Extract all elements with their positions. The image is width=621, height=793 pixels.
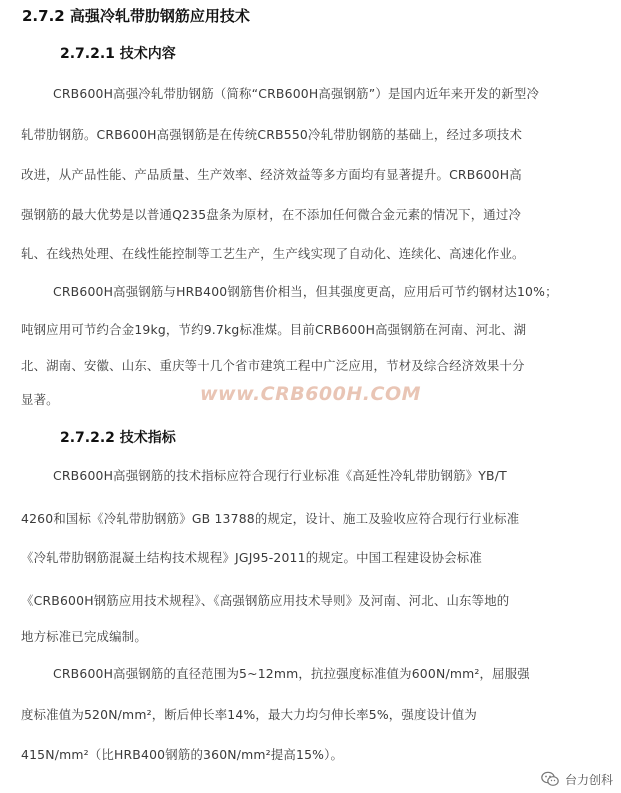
text-line: CRB600H高强钢筋与HRB400钢筋售价相当，但其强度更高，应用后可节约钢材达10%； bbox=[53, 284, 558, 299]
text-line: 强钢筋的最大优势是以普通Q235盘条为原材，在不添加任何微合金元素的情况下，通过冷 bbox=[21, 207, 522, 222]
brand-name: 台力创科 bbox=[564, 772, 613, 787]
text-line: 显著。 bbox=[21, 392, 59, 407]
text-line: 北、湖南、安徽、山东、重庆等十几个省市建筑工程中广泛应用，节材及综合经济效果十分 bbox=[21, 358, 525, 373]
text-line: 地方标准已完成编制。 bbox=[21, 629, 147, 644]
wechat-icon bbox=[541, 771, 559, 787]
text-line: 度标准值为520N/mm²，断后伸长率14%，最大力均匀伸长率5%，强度设计值为 bbox=[21, 707, 477, 722]
text-line: CRB600H高强冷轧带肋钢筋（简称“CRB600H高强钢筋”）是国内近年来开发的新型冷 bbox=[53, 86, 540, 101]
site-watermark: www.CRB600H.COM bbox=[200, 383, 421, 405]
text-line: 4260和国标《冷轧带肋钢筋》GB 13788的规定，设计、施工及验收应符合现行行业标准 bbox=[21, 511, 520, 526]
subsection-heading-2-7-2-2: 2.7.2.2 技术指标 bbox=[60, 430, 176, 446]
text-line: 轧、在线热处理、在线性能控制等工艺生产，生产线实现了自动化、连续化、高速化作业。 bbox=[21, 246, 525, 261]
text-line: 改进，从产品性能、产品质量、生产效率、经济效益等多方面均有显著提升。CRB600H高 bbox=[21, 167, 522, 182]
subsection-heading-2-7-2-1: 2.7.2.1 技术内容 bbox=[60, 46, 176, 62]
section-heading-2-7-2: 2.7.2 高强冷轧带肋钢筋应用技术 bbox=[22, 7, 250, 25]
brand-footer bbox=[541, 769, 613, 789]
text-line: CRB600H高强钢筋的直径范围为5~12mm，抗拉强度标准值为600N/mm²，屈服强 bbox=[53, 666, 530, 681]
text-line: 《CRB600H钢筋应用技术规程》、《高强钢筋应用技术导则》及河南、河北、山东等地的 bbox=[21, 593, 510, 608]
text-line: 415N/mm²（比HRB400钢筋的360N/mm²提高15%）。 bbox=[21, 747, 344, 762]
text-line: 轧带肋钢筋。CRB600H高强钢筋是在传统CRB550冷轧带肋钢筋的基础上，经过多项技术 bbox=[21, 127, 523, 142]
text-line: CRB600H高强钢筋的技术指标应符合现行行业标准《高延性冷轧带肋钢筋》YB/T bbox=[53, 468, 507, 483]
text-line: 吨钢应用可节约合金19kg，节约9.7kg标准煤。目前CRB600H高强钢筋在河南、河北、湖 bbox=[21, 322, 527, 337]
text-line: 《冷轧带肋钢筋混凝土结构技术规程》JGJ95-2011的规定。中国工程建设协会标准 bbox=[21, 550, 482, 565]
